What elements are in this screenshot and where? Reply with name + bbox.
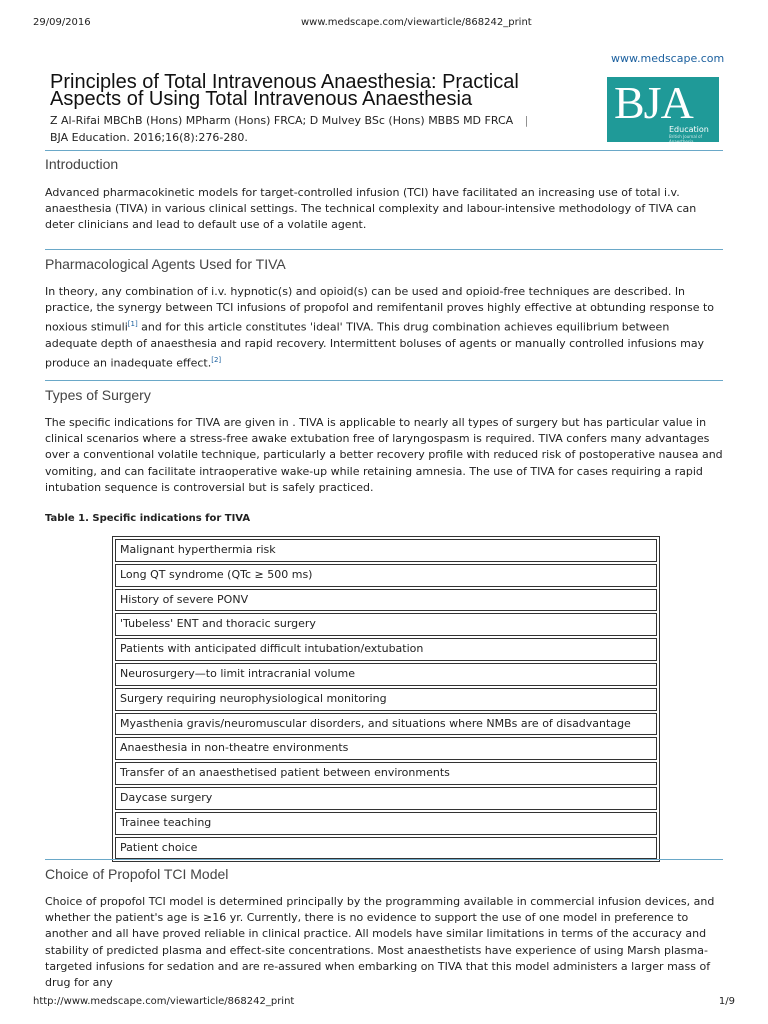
print-footer (33, 994, 735, 1024)
table-row: 'Tubeless' ENT and thoracic surgery (115, 613, 657, 636)
table-row: Trainee teaching (115, 812, 657, 835)
section-heading-surgery: Types of Surgery (45, 387, 151, 403)
meta-separator: | (524, 114, 529, 127)
citation: BJA Education. 2016;16(8):276-280. (50, 131, 248, 144)
model-paragraph: Choice of propofol TCI model is determined principally by the programming available in commercial infusion devices, and whether the patient's age is ≥16 yr. Currently, there is no evidence to support the use of one model in preference to another and all have proved reliable in clinical practice. All models have similar limitations in terms of the accuracy and stability of predicted plasma and effect-site concentrations. Most anaesthetists have experience of using Marsh plasma-targeted infusions for sedation and are re-assured when embarking on TIVA that this model administers a larger mass of drug for any (45, 895, 715, 990)
site-link[interactable]: www.medscape.com (611, 52, 725, 65)
reference-link-1[interactable]: [1] (127, 320, 138, 329)
table-caption: Table 1. Specific indications for TIVA (45, 513, 251, 524)
author-line (50, 114, 528, 127)
bja-logo (607, 77, 719, 142)
page-number: 1/9 (718, 996, 735, 1007)
section-rule (45, 150, 723, 151)
table-row: Malignant hyperthermia risk (115, 539, 657, 562)
table-row: Patient choice (115, 837, 657, 860)
section-rule (45, 249, 723, 250)
table-row: Anaesthesia in non-theatre environments (115, 737, 657, 760)
article-title (50, 71, 610, 110)
section-heading-introduction: Introduction (45, 156, 119, 172)
logo-tagline: British Journal of Anaesthesia (669, 134, 703, 144)
footer-url: http://www.medscape.com/viewarticle/868242_print (33, 996, 295, 1007)
agents-text-1: In theory, any combination of i.v. hypnotic(s) and opioid(s) can be used and opioid-free techniques are described. In practice, the synergy between TCI infusions of propofol and remifentanil proves highly effective at obtunding response to noxious stimuli (45, 285, 715, 335)
reference-link-2[interactable]: [2] (211, 356, 222, 365)
table-row: Daycase surgery (115, 787, 657, 810)
section-heading-model: Choice of Propofol TCI Model (45, 866, 229, 882)
surgery-paragraph: The specific indications for TIVA are given in . TIVA is applicable to nearly all types of surgery but has particular value in clinical scenarios where a stress-free awake extubation free of laryngospasm is required. TIVA confers many advantages over a conventional volatile technique, particularly a better recovery profile with reduced risk of postoperative nausea and vomiting, and can facilitate intraoperative wake-up while retaining amnesia. The use of TIVA for cases requiring a rapid intubation sequence is controversial but is safely practiced. (45, 416, 723, 494)
logo-text: BJA (614, 77, 693, 128)
table-row: Patients with anticipated difficult intubation/extubation (115, 638, 657, 661)
table-row: Myasthenia gravis/neuromuscular disorders, and situations where NMBs are of disadvantage (115, 713, 657, 736)
section-rule (45, 859, 723, 860)
table-row: Transfer of an anaesthetised patient between environments (115, 762, 657, 785)
title-line-1: Principles of Total Intravenous Anaesthesia: Practical (50, 71, 519, 93)
section-heading-agents: Pharmacological Agents Used for TIVA (45, 256, 286, 272)
section-rule (45, 380, 723, 381)
authors: Z Al-Rifai MBChB (Hons) MPharm (Hons) FRCA; D Mulvey BSc (Hons) MBBS MD FRCA (50, 114, 514, 127)
title-line-2: Aspects of Using Total Intravenous Anaesthesia (50, 88, 473, 110)
print-url: www.medscape.com/viewarticle/868242_print (301, 17, 532, 28)
table-row: Long QT syndrome (QTc ≥ 500 ms) (115, 564, 657, 587)
table-row: Surgery requiring neurophysiological monitoring (115, 688, 657, 711)
print-date: 29/09/2016 (33, 17, 91, 28)
logo-subtitle: Education (669, 125, 709, 134)
agents-paragraph (45, 284, 725, 372)
agents-text-2: and for this article constitutes 'ideal' TIVA. This drug combination achieves equilibrium between adequate depth of anaesthesia and rapid recovery. Intermittent boluses of agents or manually controlled infusions may produce an inadequate effect. (45, 321, 705, 371)
table-row: History of severe PONV (115, 589, 657, 612)
indications-table (112, 536, 660, 862)
table-row: Neurosurgery—to limit intracranial volume (115, 663, 657, 686)
introduction-paragraph: Advanced pharmacokinetic models for target-controlled infusion (TCI) have facilitated an increasing use of total i.v. anaesthesia (TIVA) in various clinical settings. The technical complexity and labour-intensive methodology of TIVA can deter clinicians and lead to default use of a volatile agent. (45, 186, 697, 232)
